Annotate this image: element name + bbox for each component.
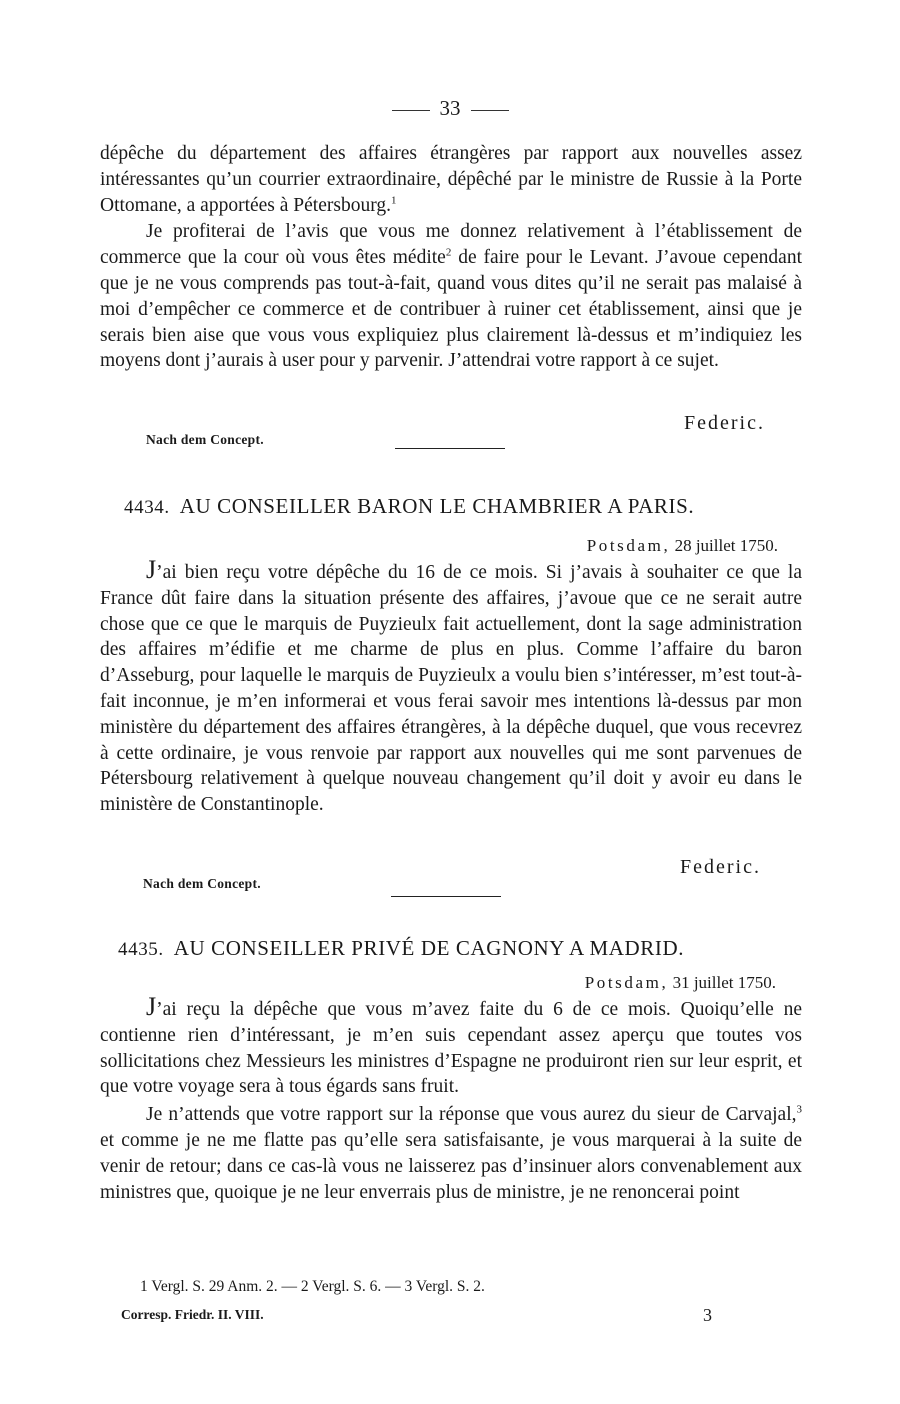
paragraph-text: Je n’attends que votre rapport sur la réponse que vous aurez du sieur de Carvajal, [146, 1104, 797, 1126]
dateline [585, 973, 776, 993]
volume-reference: Corresp. Friedr. II. VIII. [121, 1307, 264, 1322]
source-note: Nach dem Concept. [143, 876, 261, 891]
page-header [0, 96, 900, 121]
letter-body [100, 555, 802, 818]
paragraph [100, 992, 802, 1100]
header-dash-left [392, 110, 430, 111]
footnote-mark: 1 [390, 194, 397, 207]
letter-number: 4435. [118, 939, 164, 960]
footnote-mark: 2 [445, 246, 452, 259]
letter-heading [118, 936, 684, 961]
letter-number: 4434. [124, 497, 170, 518]
dateline [587, 536, 778, 556]
dateline-place: Potsdam, [586, 536, 671, 555]
letter-heading [124, 494, 694, 519]
dateline-date: 31 juillet 1750. [672, 973, 776, 992]
section-divider [395, 448, 505, 449]
letter-body [100, 992, 802, 1205]
initial-letter: J [146, 992, 157, 1021]
paragraph [100, 141, 802, 218]
paragraph-text: dépêche du département des affaires étrangères par rapport aux nouvelles assez intéressantes qu’un courrier extraordinaire, dépêché par le ministre de Russie à la Porte Ottomane, a apportées à Pétersbourg. [100, 143, 802, 216]
footnotes: 1 Vergl. S. 29 Anm. 2. — 2 Vergl. S. 6. — 3 Vergl. S. 2. [140, 1278, 485, 1295]
previous-letter-continuation [100, 141, 802, 374]
paragraph-text: de faire pour le Levant. J’avoue cependant que je ne vous comprends pas tout-à-fait, quand vous dites qu’il ne serait pas malaisé à moi d’empêcher ce commerce et de contribuer à ruiner cet établissement, ainsi que je serais bien aise que vous vous expliquiez plus clairement là-dessus et m’indiquiez les moyens dont j’aurais à user pour y parvenir. J’attendrai votre rapport à ce sujet. [100, 247, 802, 372]
dateline-place: Potsdam, [584, 973, 669, 992]
source-note: Nach dem Concept. [146, 432, 264, 447]
paragraph-text: et comme je ne me flatte pas qu’elle sera satisfaisante, je vous marquerai à la suite de venir de retour; dans ce cas-là vous ne laisserez pas d’insinuer alors convenablement aux ministres que, quoique je ne leur enverrais plus de ministre, je ne renoncerai point [100, 1129, 802, 1203]
paragraph [100, 555, 802, 818]
footnote-mark: 3 [796, 1103, 802, 1116]
page-number: 33 [439, 96, 461, 120]
signature-mark: 3 [703, 1305, 712, 1325]
letter-title: AU CONSEILLER PRIVÉ DE CAGNONY A MADRID. [173, 936, 685, 960]
paragraph-text: ’ai bien reçu votre dépêche du 16 de ce mois. Si j’avais à souhaiter ce que la France dût faire dans la situation présente des affaires, j’avoue que ce ne serait autre chose que ce que le marquis de Puyzieulx fait actuellement, dont la sage administration des affaires m’édifie et me charme de plus en plus. Comme l’affaire du baron d’Asseburg, pour laquelle le marquis de Puyzieulx a voulu bien s’intéresser, m’est tout-à-fait inconnue, je m’en informerai et vous ferai savoir mes intentions là-dessus par mon ministère du département des affaires étrangères, à la dépêche duquel, que vous recevrez à cette ordinaire, je vous renvoie par rapport aux nouvelles qui me sont parvenues de Pétersbourg relativement à quelque nouveau changement qu’il doit y avoir eu dans le ministère de Constantinople. [100, 562, 802, 816]
initial-letter: J [146, 555, 157, 584]
paragraph-text: ’ai reçu la dépêche que vous m’avez faite du 6 de ce mois. Quoiqu’elle ne contienne rien d’intéressant, je m’en suis cependant assez aperçu que toutes vos sollicitations chez Messieurs les ministres d’Espagne ne produiront rien sur leur esprit, et que votre voyage sera à tous égards sans fruit. [100, 999, 802, 1098]
header-dash-right [471, 110, 509, 111]
letter-title: AU CONSEILLER BARON LE CHAMBRIER A PARIS. [179, 494, 695, 518]
signature: Federic. [680, 856, 761, 878]
section-divider [391, 896, 501, 897]
paragraph [100, 1102, 802, 1205]
dateline-date: 28 juillet 1750. [674, 536, 778, 555]
paragraph [100, 219, 802, 374]
paragraph-text: Je profiterai de l’avis que vous me donnez relativement à l’établissement de commerce que la cour où vous êtes médite [100, 221, 802, 269]
signature: Federic. [684, 412, 765, 434]
